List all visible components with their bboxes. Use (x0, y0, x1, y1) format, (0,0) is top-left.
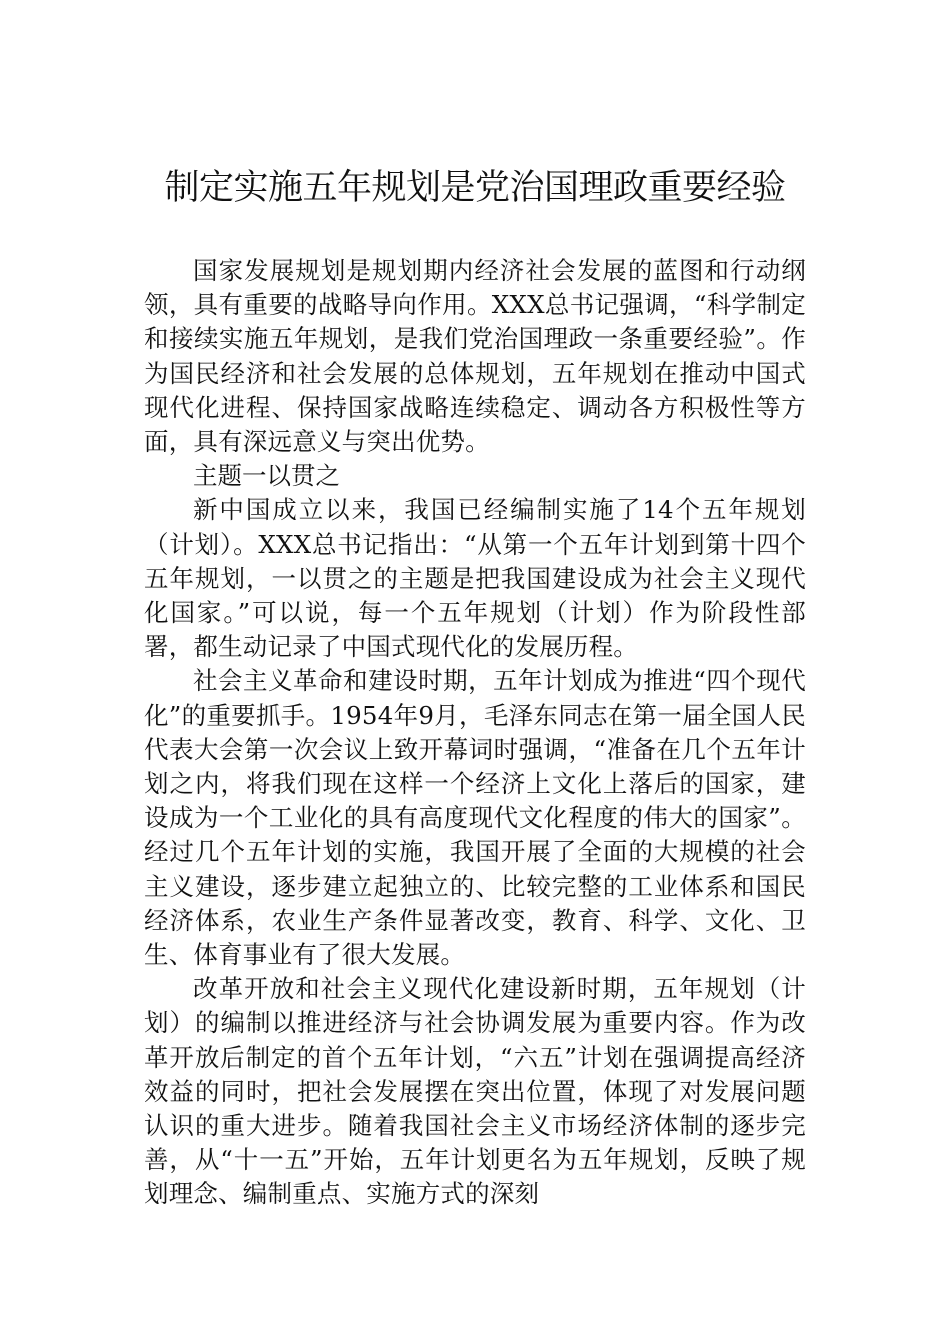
paragraph-intro: 国家发展规划是规划期内经济社会发展的蓝图和行动纲领，具有重要的战略导向作用。XXX总书记强调，“科学制定和接续实施五年规划，是我们党治国理政一条重要经验”。作为国民经济和社会发展的总体规划，五年规划在推动中国式现代化进程、保持国家战略连续稳定、调动各方积极性等方面，具有深远意义与突出优势。 (144, 256, 806, 457)
document-title: 制定实施五年规划是党治国理政重要经验 (164, 168, 786, 208)
paragraph-theme: 新中国成立以来，我国已经编制实施了14个五年规划（计划）。XXX总书记指出：“从第一个五年计划到第十四个五年规划，一以贯之的主题是把我国建设成为社会主义现代化国家。”可以说，每一个五年规划（计划）作为阶段性部署，都生动记录了中国式现代化的发展历程。 (144, 495, 806, 662)
document-page (144, 160, 806, 1212)
section-heading: 主题一以贯之 (193, 461, 340, 491)
document-body (144, 254, 806, 1212)
paragraph-reform-opening: 改革开放和社会主义现代化建设新时期，五年规划（计划）的编制以推进经济与社会协调发展为重要内容。作为改革开放后制定的首个五年计划，“六五”计划在强调提高经济效益的同时，把社会发展摆在突出位置，体现了对发展问题认识的重大进步。随着我国社会主义市场经济体制的逐步完善，从“十一五”开始，五年计划更名为五年规划，反映了规划理念、编制重点、实施方式的深刻 (144, 974, 806, 1209)
paragraph-socialist-construction: 社会主义革命和建设时期，五年计划成为推进“四个现代化”的重要抓手。1954年9月，毛泽东同志在第一届全国人民代表大会第一次会议上致开幕词时强调，“准备在几个五年计划之内，将我们现在这样一个经济上文化上落后的国家，建设成为一个工业化的具有高度现代文化程度的伟大的国家”。经过几个五年计划的实施，我国开展了全面的大规模的社会主义建设，逐步建立起独立的、比较完整的工业体系和国民经济体系，农业生产条件显著改变，教育、科学、文化、卫生、体育事业有了很大发展。 (144, 666, 806, 970)
